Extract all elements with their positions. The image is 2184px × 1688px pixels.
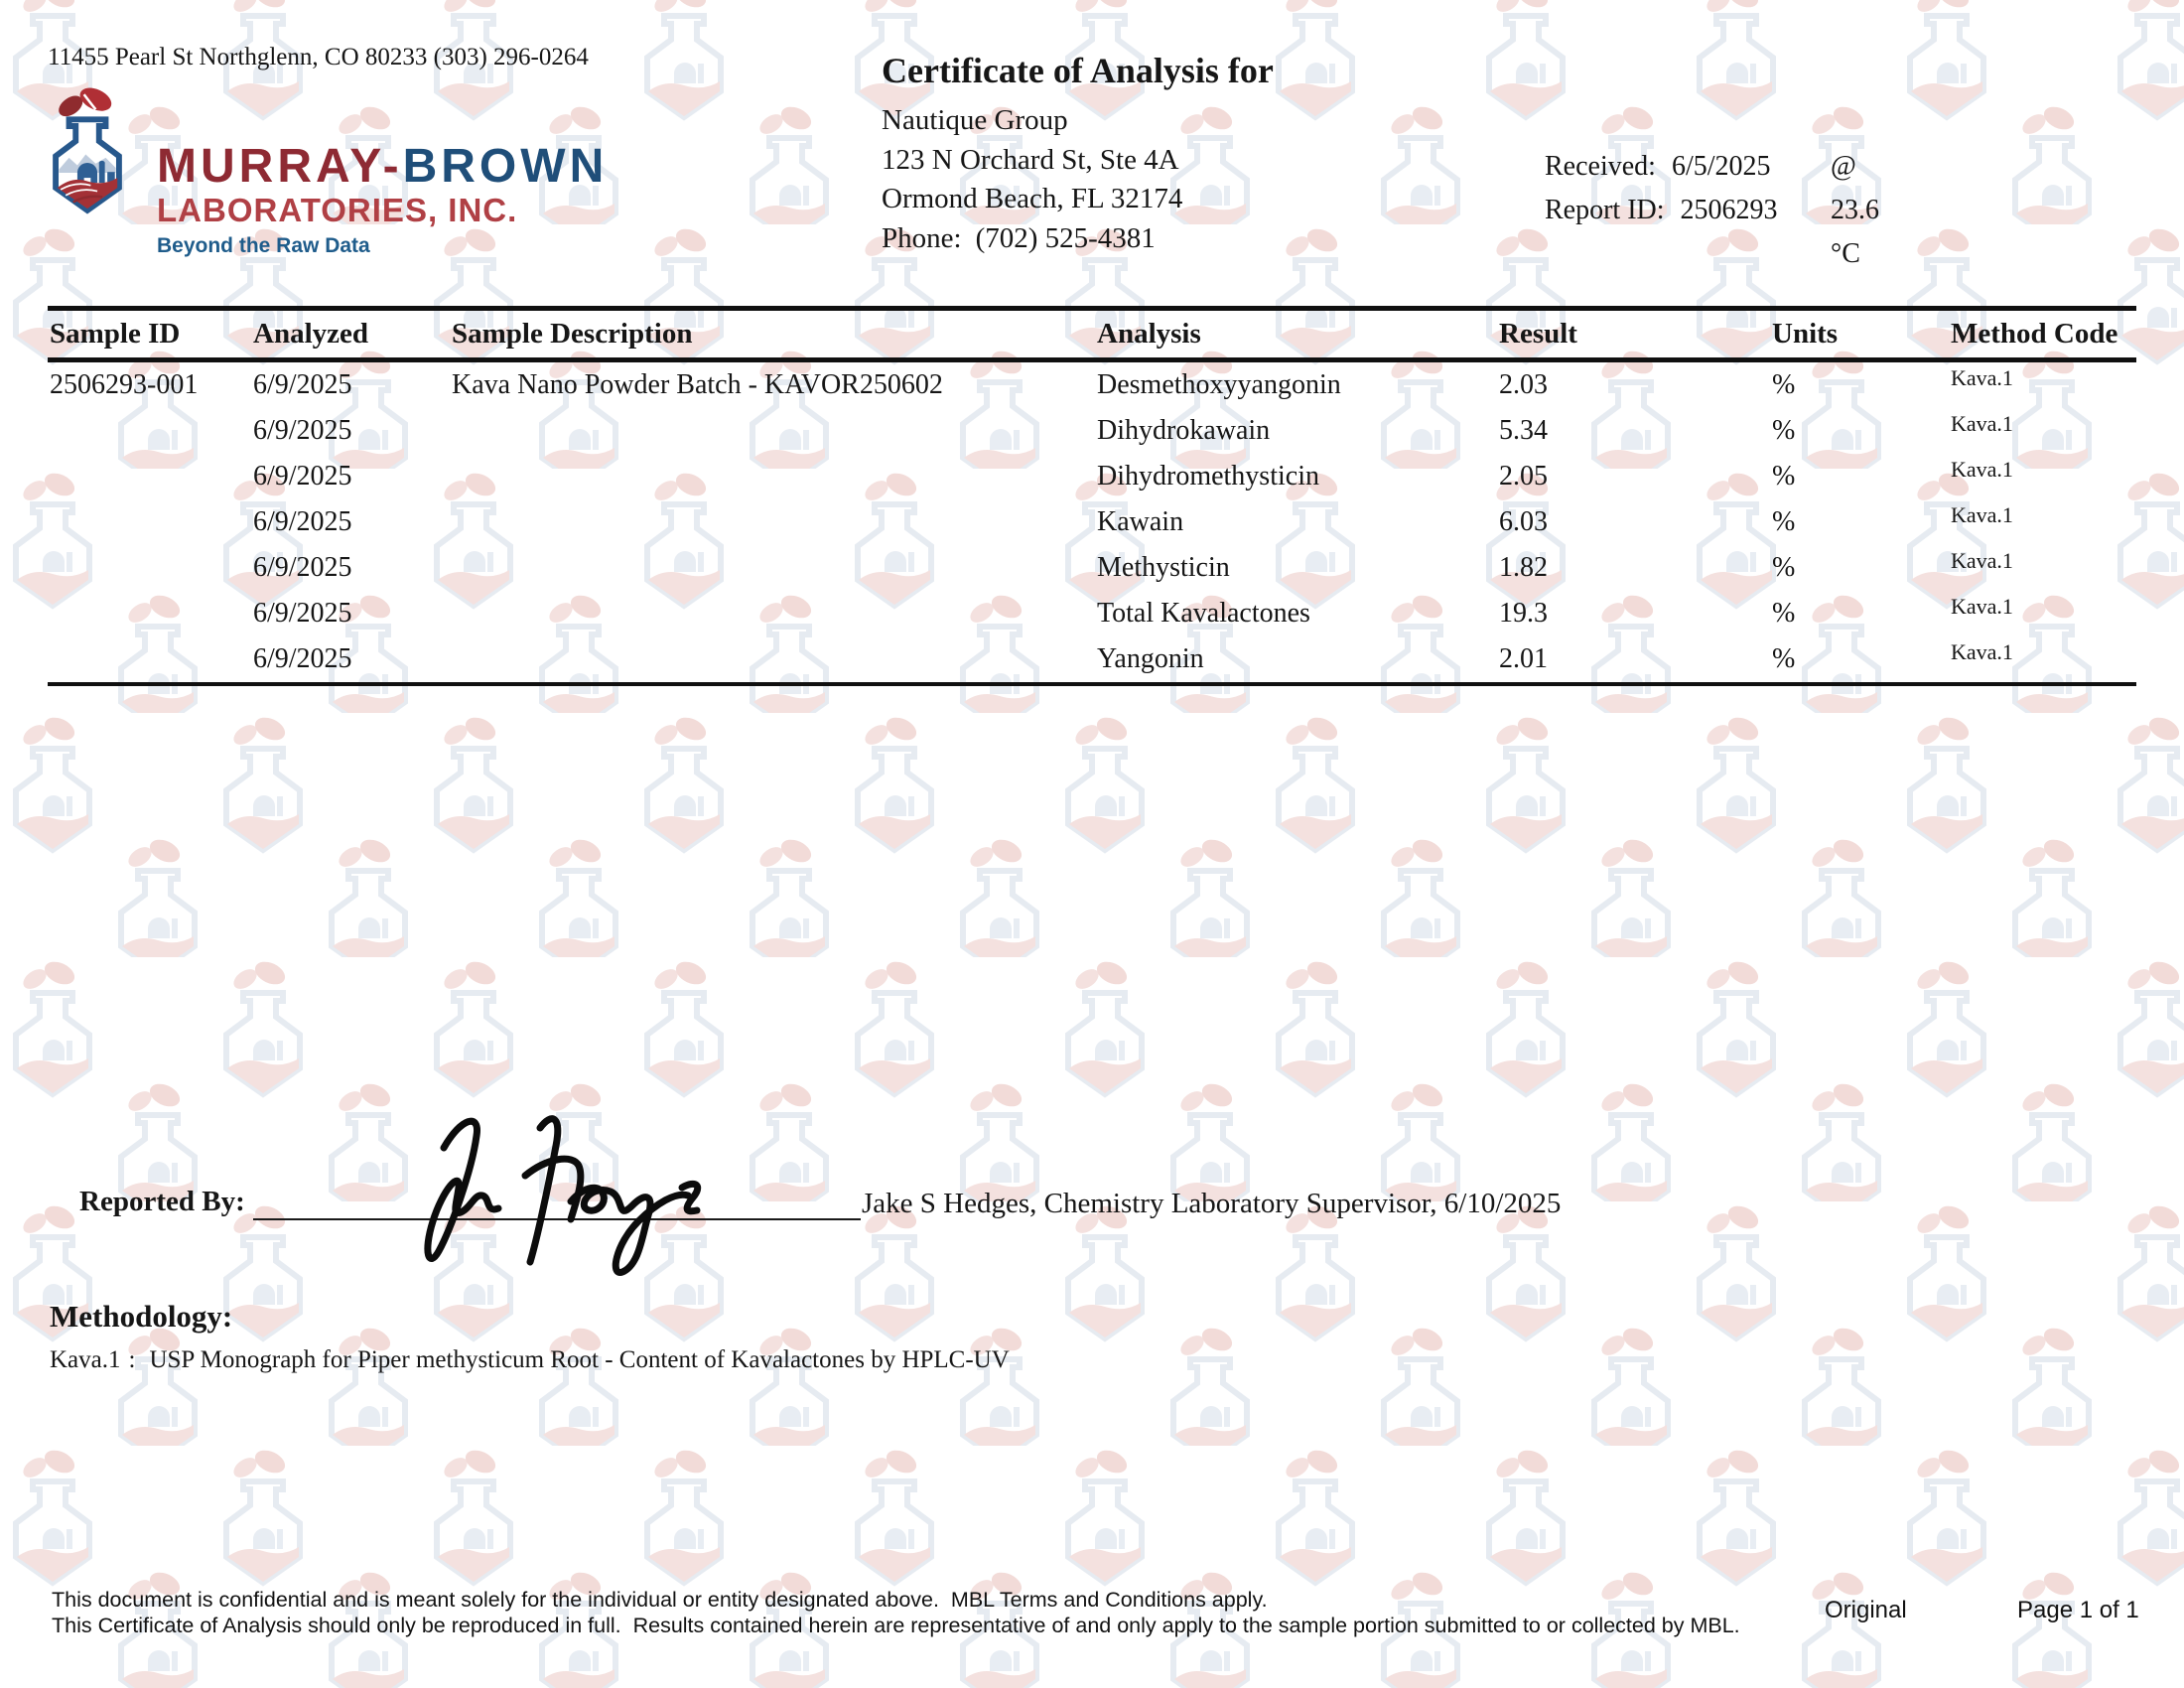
col-header-result: Result — [1499, 318, 1577, 350]
footer-disclaimer-1: This document is confidential and is meant solely for the individual or entity designated above. MBL Terms and Conditions apply. — [52, 1588, 1268, 1612]
footer-disclaimer-2: This Certificate of Analysis should only be reproduced in full. Results contained herein are representative of and only apply to the sample portion submitted to or collected by MBL. — [52, 1614, 1740, 1637]
cell-units: % — [1772, 461, 1796, 492]
cell-units: % — [1772, 643, 1796, 674]
cell-analyzed: 6/9/2025 — [253, 643, 352, 674]
cell-result: 2.03 — [1499, 369, 1548, 400]
page-title: Certificate of Analysis for — [882, 51, 1274, 90]
received-block — [1545, 145, 1879, 269]
results-table-header — [48, 311, 2136, 362]
col-header-units: Units — [1772, 318, 1839, 350]
cell-analyzed: 6/9/2025 — [253, 552, 352, 583]
cell-analyzed: 6/9/2025 — [253, 598, 352, 629]
method-description: USP Monograph for Piper methysticum Root - Content of Kavalactones by HPLC-UV — [149, 1346, 1010, 1373]
cell-method-code: Kava.1 — [1951, 457, 2013, 482]
lab-address: 11455 Pearl St Northglenn, CO 80233 (303) 296-0264 — [48, 44, 589, 70]
lab-name — [157, 142, 608, 192]
table-row — [48, 408, 2136, 454]
methodology-heading: Methodology: — [50, 1299, 233, 1334]
report-id-line — [1545, 189, 1778, 232]
cell-method-code: Kava.1 — [1951, 594, 2013, 619]
method-code: Kava.1 — [50, 1346, 121, 1373]
cell-analysis: Yangonin — [1097, 643, 1204, 674]
cell-method-code: Kava.1 — [1951, 502, 2013, 527]
col-header-description: Sample Description — [452, 318, 693, 350]
col-header-analysis: Analysis — [1097, 318, 1201, 350]
lab-logo-flask-icon — [46, 87, 129, 248]
cell-analysis: Methysticin — [1097, 552, 1230, 583]
lab-tagline: Beyond the Raw Data — [157, 234, 370, 257]
cell-result: 1.82 — [1499, 552, 1548, 583]
cell-method-code: Kava.1 — [1951, 548, 2013, 573]
methodology-item — [50, 1346, 1010, 1374]
client-phone-value: (702) 525-4381 — [975, 221, 1156, 254]
cell-units: % — [1772, 506, 1796, 537]
col-header-sample-id: Sample ID — [50, 318, 181, 350]
table-row — [48, 545, 2136, 591]
received-date: 6/5/2025 — [1671, 151, 1771, 182]
cell-method-code: Kava.1 — [1951, 639, 2013, 664]
cell-result: 2.01 — [1499, 643, 1548, 674]
client-address1: 123 N Orchard St, Ste 4A — [882, 143, 1179, 176]
report-id-value: 2506293 — [1680, 195, 1778, 225]
col-header-method-code: Method Code — [1951, 318, 2118, 350]
client-block — [882, 101, 1182, 258]
table-row — [48, 499, 2136, 545]
table-row — [48, 362, 2136, 408]
cell-description: Kava Nano Powder Batch - KAVOR250602 — [452, 369, 943, 400]
lab-wordmark — [157, 142, 608, 258]
client-address2: Ormond Beach, FL 32174 — [882, 183, 1183, 214]
cell-analysis: Desmethoxyyangonin — [1097, 369, 1341, 400]
footer-page-number: Page 1 of 1 — [2017, 1597, 2139, 1623]
received-temperature: @ 23.6 °C — [1831, 151, 1879, 269]
results-table — [48, 306, 2136, 686]
cell-analyzed: 6/9/2025 — [253, 369, 352, 400]
cell-analysis: Kawain — [1097, 506, 1184, 537]
reported-by-label: Reported By: — [79, 1186, 245, 1217]
received-label: Received: — [1545, 151, 1656, 182]
lab-name-red: MURRAY- — [157, 140, 403, 193]
table-row — [48, 591, 2136, 636]
cell-units: % — [1772, 598, 1796, 629]
cell-result: 5.34 — [1499, 415, 1548, 446]
cell-units: % — [1772, 415, 1796, 446]
cell-units: % — [1772, 552, 1796, 583]
cell-analysis: Total Kavalactones — [1097, 598, 1310, 629]
signer-line: Jake S Hedges, Chemistry Laboratory Supervisor, 6/10/2025 — [862, 1188, 1562, 1219]
client-name: Nautique Group — [882, 104, 1068, 136]
cell-analyzed: 6/9/2025 — [253, 461, 352, 492]
cell-result: 6.03 — [1499, 506, 1548, 537]
signature-handwriting — [389, 1108, 717, 1287]
cell-method-code: Kava.1 — [1951, 365, 2013, 390]
report-id-label: Report ID: — [1545, 195, 1665, 225]
table-row — [48, 454, 2136, 499]
method-colon: : — [128, 1346, 136, 1373]
lab-name-line2: LABORATORIES, INC. — [157, 192, 518, 228]
client-phone — [882, 219, 1182, 259]
cell-result: 19.3 — [1499, 598, 1548, 629]
cell-sample-id: 2506293-001 — [50, 369, 199, 400]
cell-analysis: Dihydromethysticin — [1097, 461, 1319, 492]
lab-name-blue: BROWN — [402, 140, 609, 193]
cell-method-code: Kava.1 — [1951, 411, 2013, 436]
cell-analyzed: 6/9/2025 — [253, 415, 352, 446]
cell-analyzed: 6/9/2025 — [253, 506, 352, 537]
cell-result: 2.05 — [1499, 461, 1548, 492]
cell-units: % — [1772, 369, 1796, 400]
client-phone-label: Phone: — [882, 221, 962, 254]
col-header-analyzed: Analyzed — [253, 318, 368, 350]
cell-analysis: Dihydrokawain — [1097, 415, 1271, 446]
footer-copy-type: Original — [1825, 1597, 1907, 1623]
table-row — [48, 636, 2136, 682]
